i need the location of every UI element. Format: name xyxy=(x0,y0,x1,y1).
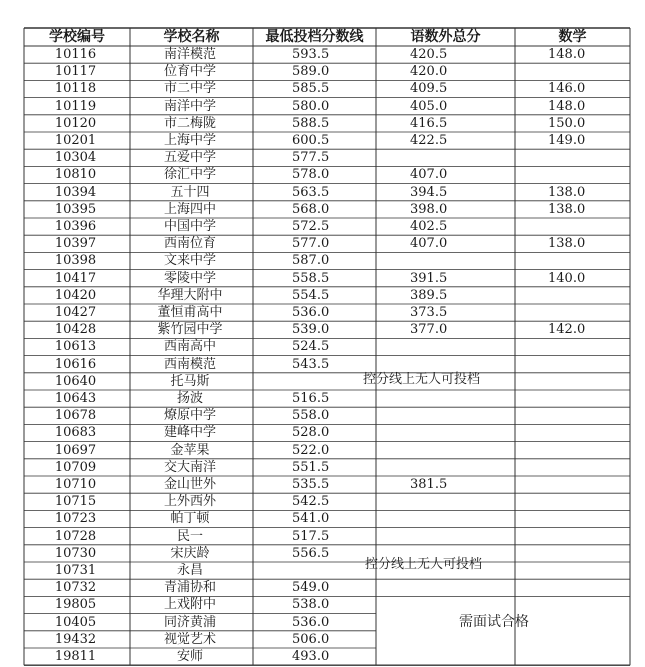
school-name: 文来中学 xyxy=(163,253,216,269)
total-score: 402.5 xyxy=(410,219,448,234)
school-name: 宋庆龄 xyxy=(170,545,210,561)
school-code: 10728 xyxy=(54,528,97,544)
school-name: 西南模范 xyxy=(163,356,216,372)
math-score: 142.0 xyxy=(548,322,586,338)
min-score: 551.5 xyxy=(292,459,330,475)
min-score: 549.0 xyxy=(292,580,330,596)
total-score: 373.5 xyxy=(410,305,448,320)
school-name: 华理大附中 xyxy=(157,287,223,303)
school-name: 中国中学 xyxy=(163,219,216,234)
header-min-score: 最低投档分数线 xyxy=(265,29,364,45)
min-score: 536.0 xyxy=(292,614,330,630)
school-code: 10417 xyxy=(54,270,97,286)
school-name: 南洋模范 xyxy=(163,47,216,62)
school-name: 市二梅陇 xyxy=(163,115,216,131)
school-name: 视觉艺术 xyxy=(163,631,216,647)
min-score: 587.0 xyxy=(292,253,330,269)
school-code: 19432 xyxy=(54,631,97,647)
min-score: 593.5 xyxy=(292,47,330,62)
school-name: 永昌 xyxy=(176,563,203,578)
min-score: 524.5 xyxy=(292,339,330,355)
school-code: 10119 xyxy=(54,98,97,114)
header-total3: 语数外总分 xyxy=(410,29,481,45)
min-score: 568.0 xyxy=(292,201,330,217)
total-score: 407.0 xyxy=(410,236,448,252)
total-score: 420.5 xyxy=(410,47,448,62)
school-code: 10395 xyxy=(54,201,97,217)
min-score: 578.0 xyxy=(292,167,330,183)
min-score: 538.0 xyxy=(292,597,330,613)
total-score: 420.0 xyxy=(410,64,448,80)
header-name: 学校名称 xyxy=(163,29,220,45)
school-code: 10117 xyxy=(54,64,97,80)
min-score: 516.5 xyxy=(292,391,330,406)
school-code: 10697 xyxy=(54,442,97,458)
min-score: 493.0 xyxy=(292,649,330,664)
school-name: 零陵中学 xyxy=(163,270,216,286)
total-score: 391.5 xyxy=(410,270,448,286)
school-name: 上外西外 xyxy=(163,494,216,510)
school-code: 10730 xyxy=(54,545,97,561)
total-score: 381.5 xyxy=(410,477,448,492)
min-score: 543.5 xyxy=(292,356,330,372)
school-name: 交大南洋 xyxy=(163,459,216,475)
min-score: 563.5 xyxy=(292,184,330,200)
total-score: 409.5 xyxy=(410,81,448,97)
school-name: 紫竹园中学 xyxy=(157,322,223,338)
min-score: 535.5 xyxy=(292,477,330,492)
school-name: 建峰中学 xyxy=(163,425,216,441)
school-code: 10427 xyxy=(54,305,97,320)
min-score: 577.0 xyxy=(292,236,330,252)
header-math: 数学 xyxy=(558,29,587,45)
school-code: 10120 xyxy=(54,115,97,131)
min-score: 517.5 xyxy=(292,528,330,544)
school-name: 燎原中学 xyxy=(163,408,216,424)
school-name: 上海中学 xyxy=(163,133,216,148)
min-score: 506.0 xyxy=(292,631,330,647)
no-applicants-note-1: 控分线上无人可投档 xyxy=(363,372,481,387)
school-code: 10643 xyxy=(54,391,97,406)
school-name: 徐汇中学 xyxy=(163,167,216,183)
math-score: 148.0 xyxy=(548,98,586,114)
min-score: 577.5 xyxy=(292,150,330,166)
min-score: 522.0 xyxy=(292,442,330,458)
min-score: 589.0 xyxy=(292,64,330,80)
math-score: 138.0 xyxy=(548,236,586,252)
min-score: 558.0 xyxy=(292,408,330,424)
min-score: 536.0 xyxy=(292,305,330,320)
school-code: 19811 xyxy=(54,649,97,664)
school-code: 10683 xyxy=(54,425,97,441)
school-code: 10397 xyxy=(54,236,97,252)
school-name: 金山世外 xyxy=(163,477,216,492)
school-code: 10715 xyxy=(54,494,97,510)
math-score: 138.0 xyxy=(548,201,586,217)
school-code: 10678 xyxy=(54,408,97,424)
min-score: 558.5 xyxy=(292,270,330,286)
school-code: 10118 xyxy=(54,81,97,97)
school-code: 10405 xyxy=(54,614,97,630)
school-code: 10640 xyxy=(54,373,97,389)
school-code: 19805 xyxy=(54,597,97,613)
min-score: 528.0 xyxy=(292,425,330,441)
school-code: 10810 xyxy=(54,167,97,183)
interview-required-note: 需面试合格 xyxy=(459,614,529,630)
school-name: 市二中学 xyxy=(163,81,216,97)
school-name: 帕丁顿 xyxy=(170,511,210,527)
school-name: 青浦协和 xyxy=(163,580,216,596)
math-score: 140.0 xyxy=(548,270,586,286)
school-name: 西南高中 xyxy=(163,339,216,355)
school-name: 同济黄浦 xyxy=(163,614,216,630)
min-score: 556.5 xyxy=(292,545,330,561)
school-code: 10394 xyxy=(54,184,97,200)
min-score: 542.5 xyxy=(292,494,330,510)
school-code: 10613 xyxy=(54,339,97,355)
school-code: 10732 xyxy=(54,580,97,596)
school-name: 董恒甫高中 xyxy=(157,305,223,320)
min-score: 572.5 xyxy=(292,219,330,234)
total-score: 398.0 xyxy=(410,201,448,217)
header-code: 学校编号 xyxy=(49,29,105,45)
school-name: 位育中学 xyxy=(163,64,216,80)
min-score: 585.5 xyxy=(292,81,330,97)
total-score: 405.0 xyxy=(410,98,448,114)
no-applicants-note-2: 控分线上无人可投档 xyxy=(365,557,483,572)
school-code: 10396 xyxy=(54,219,97,234)
school-name: 托马斯 xyxy=(170,373,210,389)
min-score: 588.5 xyxy=(292,115,330,131)
school-name: 五爱中学 xyxy=(163,150,216,166)
school-name: 西南位育 xyxy=(163,236,216,252)
school-code: 10398 xyxy=(54,253,97,269)
total-score: 422.5 xyxy=(410,133,448,148)
min-score: 600.5 xyxy=(292,133,330,148)
school-name: 金苹果 xyxy=(170,442,210,458)
school-code: 10116 xyxy=(54,47,97,62)
total-score: 389.5 xyxy=(410,287,448,303)
school-name: 扬波 xyxy=(176,391,203,406)
school-code: 10420 xyxy=(54,287,97,303)
total-score: 416.5 xyxy=(410,115,448,131)
school-name: 民一 xyxy=(176,528,203,544)
school-code: 10428 xyxy=(54,322,97,338)
school-code: 10616 xyxy=(54,356,97,372)
math-score: 149.0 xyxy=(548,133,586,148)
school-code: 10201 xyxy=(54,133,97,148)
school-name: 安师 xyxy=(176,649,203,664)
school-code: 10710 xyxy=(54,477,97,492)
total-score: 377.0 xyxy=(410,322,448,338)
school-code: 10709 xyxy=(54,459,97,475)
school-name: 上海四中 xyxy=(163,201,216,217)
min-score: 541.0 xyxy=(292,511,330,527)
min-score: 539.0 xyxy=(292,322,330,338)
total-score: 407.0 xyxy=(410,167,448,183)
school-code: 10723 xyxy=(54,511,97,527)
math-score: 146.0 xyxy=(548,81,586,97)
school-name: 上戏附中 xyxy=(163,597,216,613)
school-code: 10731 xyxy=(54,563,97,578)
total-score: 394.5 xyxy=(410,184,448,200)
school-name: 南洋中学 xyxy=(163,98,216,114)
school-name: 五十四 xyxy=(170,184,210,200)
math-score: 138.0 xyxy=(548,184,586,200)
min-score: 580.0 xyxy=(292,98,330,114)
school-code: 10304 xyxy=(54,150,97,166)
math-score: 148.0 xyxy=(548,47,586,62)
min-score: 554.5 xyxy=(292,287,330,303)
math-score: 150.0 xyxy=(548,115,586,131)
